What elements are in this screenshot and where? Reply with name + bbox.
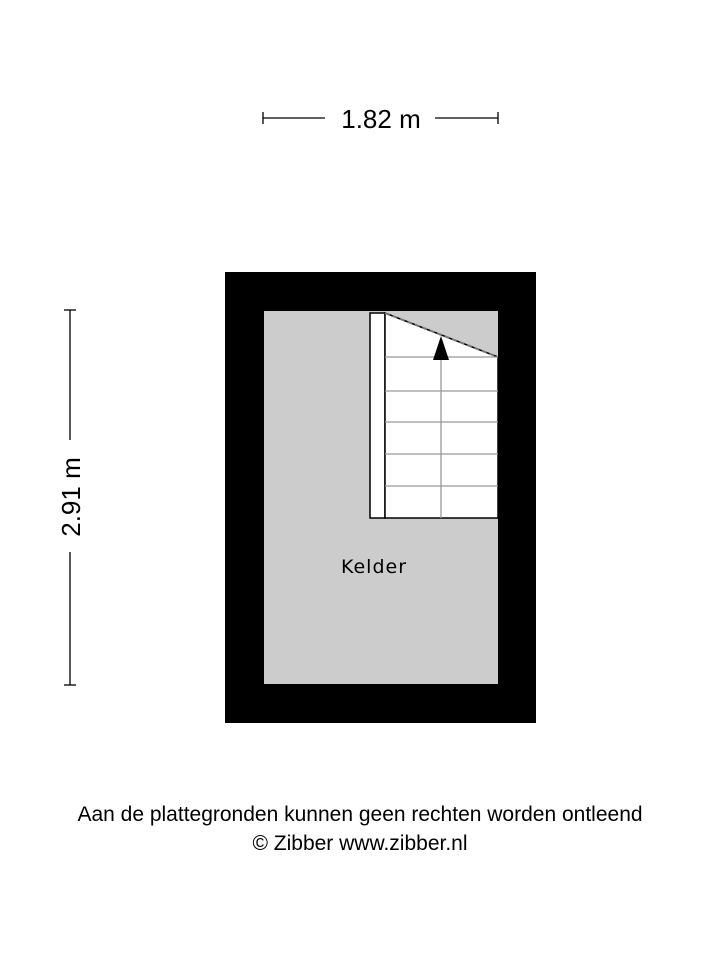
stair-handrail <box>370 313 385 518</box>
room-label: Kelder <box>340 556 408 578</box>
height-dimension <box>56 310 86 685</box>
height-label: 2.91 m <box>56 457 86 537</box>
footer <box>0 800 720 858</box>
width-dimension <box>263 104 498 134</box>
width-label: 1.82 m <box>341 104 421 134</box>
copyright-text: © Zibber www.zibber.nl <box>252 832 468 855</box>
disclaimer-text: Aan de plattegronden kunnen geen rechten worden ontleend <box>77 803 643 826</box>
